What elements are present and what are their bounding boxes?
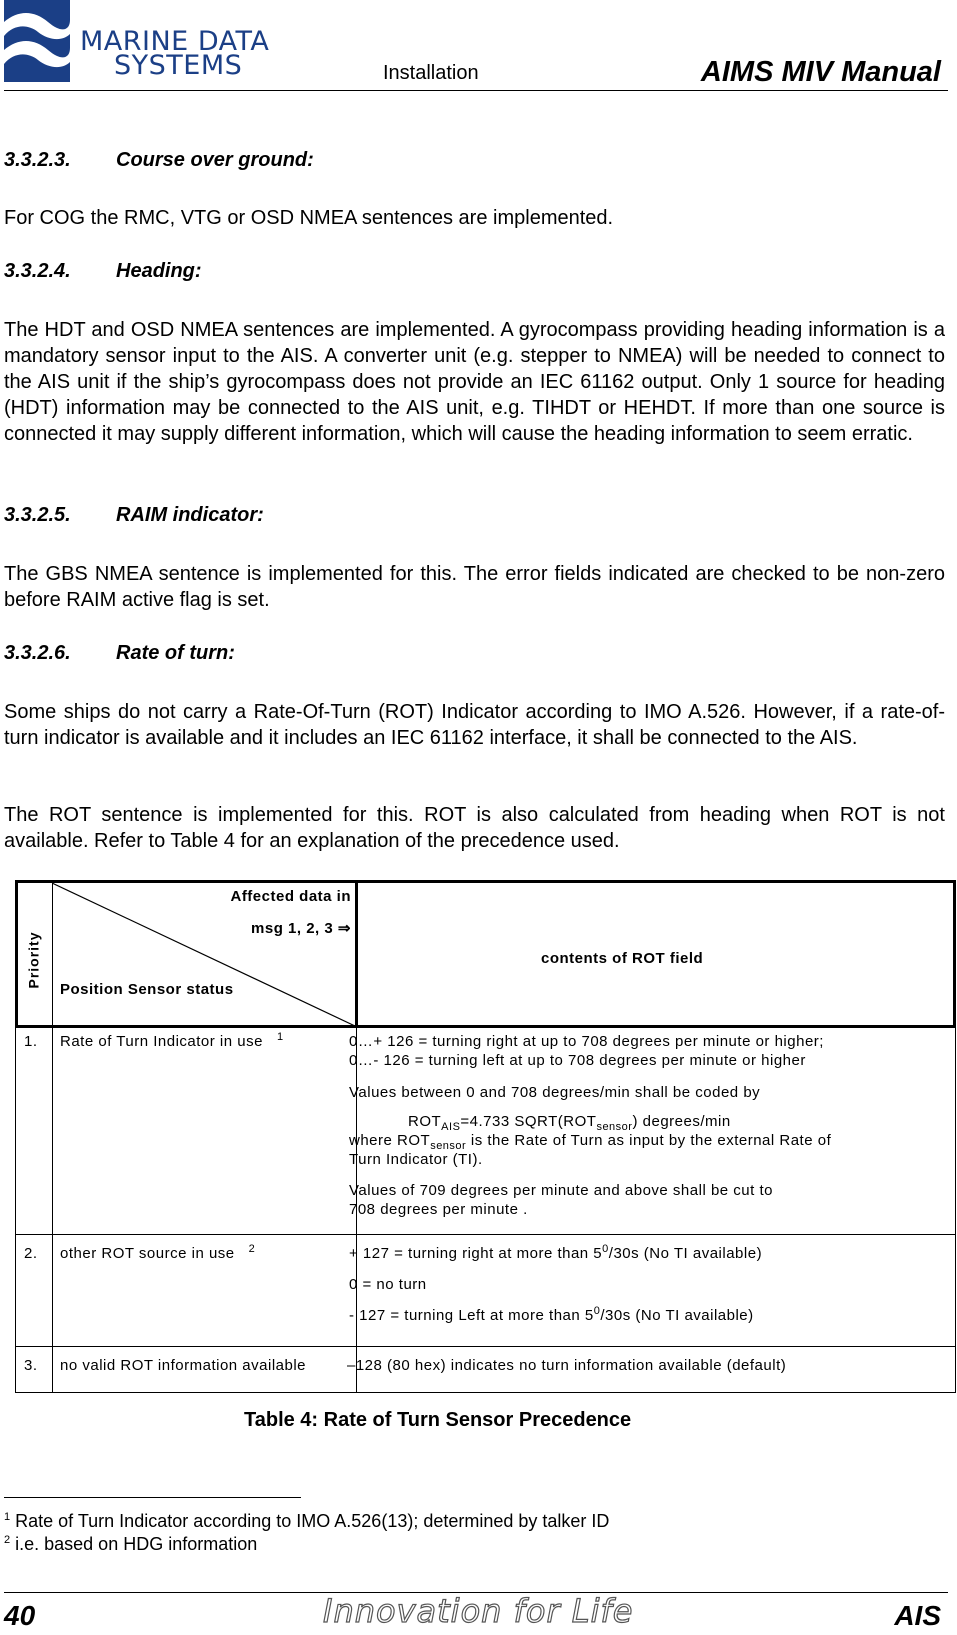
affected-data-header: Affected data in [230, 888, 351, 905]
msg-header [251, 919, 351, 938]
table-border [955, 1028, 956, 1393]
footnote-rule [4, 1497, 301, 1498]
table-border [15, 1028, 16, 1393]
paragraph: Some ships do not carry a Rate-Of-Turn (ROT) Indicator according to IMO A.526. However, if a rate-of-turn indicator is available and it includes an IEC 61162 interface, it shall be connected to the AIS. [4, 701, 945, 749]
company-logo [4, 0, 294, 82]
priority-header-cell [24, 920, 46, 1000]
footnote-text: i.e. based on HDG information [10, 1534, 258, 1554]
section-title: Rate of turn: [116, 642, 235, 664]
paragraph: The HDT and OSD NMEA sentences are implemented. A gyrocompass providing heading information is a mandatory sensor input to the AIS. A converter unit (e.g. stepper to NMEA) will be needed to connect to the AIS unit if the ship’s gyrocompass does not provide an IEC 61162 output. Only 1 source for heading (HDT) information may be connected to the AIS unit, e.g. TIHDT or HEHDT. If more than one source is connected it may supply different information, which will cause the heading information to seem erratic. [4, 319, 945, 445]
row-content: Turn Indicator (TI). [349, 1151, 483, 1168]
table-border [15, 1346, 956, 1347]
text-part: /30s (No TI available) [600, 1307, 754, 1324]
text-part: - 127 = turning Left at more than 5 [349, 1307, 594, 1324]
row-content: 0 = no turn [349, 1276, 427, 1293]
row-number: 2. [24, 1245, 38, 1262]
text-part: is the Rate of Turn as input by the external Rate of [466, 1132, 832, 1149]
table-border [52, 1028, 53, 1393]
section-number: 3.3.2.3. [4, 149, 71, 171]
row-number: 3. [24, 1357, 38, 1374]
row-content: 708 degrees per minute . [349, 1201, 528, 1218]
table-border [15, 1234, 956, 1235]
section-title: RAIM indicator: [116, 504, 264, 526]
formula-sub: AIS [441, 1121, 461, 1133]
section-heading [4, 149, 314, 172]
position-status-header: Position Sensor status [60, 981, 234, 998]
table-border [355, 880, 358, 1028]
row-content [349, 1131, 831, 1150]
header-section: Installation [383, 62, 479, 84]
row-content: –128 (80 hex) indicates no turn information available (default) [347, 1357, 787, 1374]
table-border [15, 880, 18, 1028]
section-number: 3.3.2.6. [4, 642, 71, 664]
text-part: where ROT [349, 1132, 431, 1149]
row-content [349, 1306, 754, 1325]
paragraph: For COG the RMC, VTG or OSD NMEA sentences are implemented. [4, 207, 614, 229]
logo-line-1: MARINE DATA [80, 26, 270, 57]
rot-precedence-table [15, 880, 956, 1393]
footer-right-label: AIS [894, 1600, 941, 1631]
row-content: Values of 709 degrees per minute and above shall be cut to [349, 1182, 773, 1199]
priority-header: Priority [25, 931, 42, 989]
formula-part: ROT [408, 1113, 442, 1130]
source-label: Rate of Turn Indicator in use [60, 1033, 263, 1050]
row-content: 0…+ 126 = turning right at up to 708 degrees per minute or higher; [349, 1033, 824, 1050]
section-title: Heading: [116, 260, 202, 282]
text-part: /30s (No TI available) [608, 1245, 763, 1262]
text-sub: sensor [430, 1140, 467, 1152]
formula-part: =4.733 SQRT(ROT [460, 1113, 597, 1130]
footnote-text: Rate of Turn Indicator according to IMO A.526(13); determined by talker ID [10, 1511, 610, 1531]
logo-line-2: SYSTEMS [114, 50, 243, 81]
formula-part: ) degrees/min [632, 1113, 731, 1130]
source-label: other ROT source in use [60, 1245, 235, 1262]
right-arrow-icon: ⇒ [337, 920, 351, 937]
section-heading [4, 504, 264, 527]
header-manual-title: AIMS MIV Manual [700, 56, 941, 88]
table-border [953, 880, 956, 1028]
row-source [60, 1032, 284, 1051]
wave-logo-icon [4, 0, 70, 82]
degree-sup: 0 [602, 1243, 609, 1255]
footnote-mark: 1 [4, 1511, 11, 1523]
page-number: 40 [4, 1600, 36, 1631]
row-content: Values between 0 and 708 degrees/min shall be coded by [349, 1084, 761, 1101]
row-number: 1. [24, 1033, 38, 1050]
footnote-mark: 2 [4, 1534, 11, 1546]
section-heading [4, 260, 202, 283]
footnote [4, 1534, 257, 1555]
msg-label: msg 1, 2, 3 [251, 920, 334, 937]
section-number: 3.3.2.5. [4, 504, 71, 526]
section-number: 3.3.2.4. [4, 260, 71, 282]
row-content: 0…- 126 = turning left at up to 708 degrees per minute or higher [349, 1052, 806, 1069]
footnote-ref: 2 [248, 1243, 256, 1255]
table-caption: Table 4: Rate of Turn Sensor Precedence [244, 1409, 632, 1431]
section-title: Course over ground: [116, 149, 314, 171]
degree-sup: 0 [593, 1305, 601, 1317]
paragraph: The ROT sentence is implemented for this. ROT is also calculated from heading when ROT is not available. Refer to Table 4 for an explanation of the precedence used. [4, 804, 945, 852]
paragraph: The GBS NMEA sentence is implemented for this. The error fields indicated are checked to be non-zero before RAIM active flag is set. [4, 563, 945, 611]
row-content-formula [408, 1112, 731, 1131]
footer-tagline: Innovation for Life [323, 1592, 634, 1630]
contents-header: contents of ROT field [541, 950, 704, 967]
formula-sub: sensor [596, 1121, 633, 1133]
row-source [60, 1244, 255, 1263]
footnote [4, 1511, 609, 1532]
text-part: + 127 = turning right at more than 5 [349, 1245, 603, 1262]
section-heading [4, 642, 235, 665]
footnote-ref: 1 [276, 1031, 284, 1043]
table-border [15, 1392, 956, 1393]
row-source: no valid ROT information available [60, 1357, 307, 1374]
row-content [349, 1244, 762, 1263]
header-rule [4, 90, 948, 91]
